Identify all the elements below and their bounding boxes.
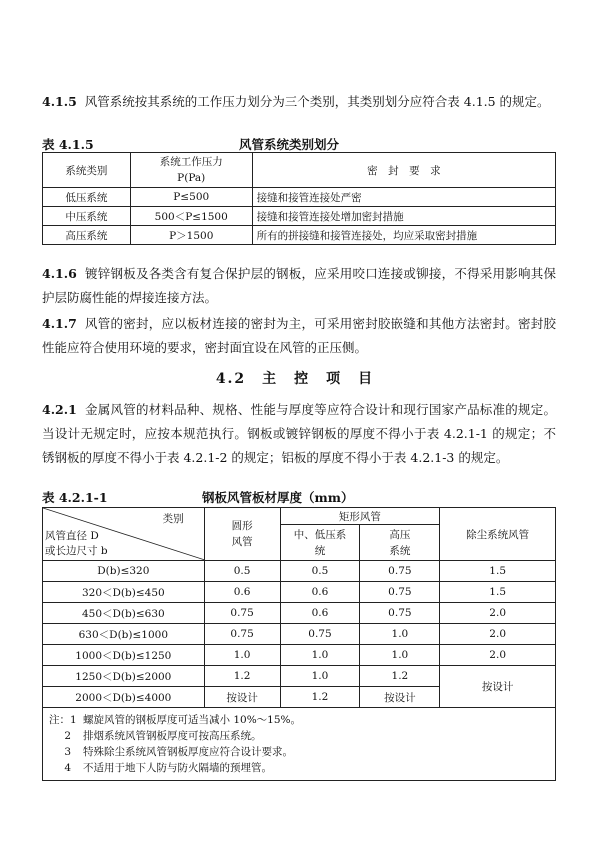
header-label: 中、低压系统: [293, 528, 347, 557]
table-row: [43, 624, 556, 645]
header-cell: 系统类别: [43, 153, 131, 188]
table-cell: 1.0: [360, 624, 440, 645]
table-cell: 0.75: [280, 624, 360, 645]
clause-number: 4.2.1: [42, 402, 77, 417]
table-cell: 0.6: [280, 603, 360, 624]
table-cell: 1000＜D(b)≤1250: [43, 645, 205, 666]
table-row: [43, 207, 556, 226]
table-cell: 1.0: [204, 645, 280, 666]
table-cell: 高压系统: [43, 226, 131, 245]
table-cell: 2.0: [440, 645, 556, 666]
clause-text: 镀锌钢板及各类含有复合保护层的钢板，应采用咬口连接或铆接，不得采用影响其保护层防腐性能的焊接连接方法。: [42, 266, 556, 305]
header-line: 系统工作压力: [159, 156, 223, 168]
note-text: 螺旋风管的钢板厚度可适当减小 10%～15%。: [83, 714, 302, 726]
note-text: 特殊除尘系统风管钢板厚度应符合设计要求。: [83, 746, 293, 758]
table-cell: 1.2: [280, 687, 360, 708]
header-label: 高压系统: [389, 528, 411, 557]
note-key: 注：1: [49, 714, 77, 726]
note-key: 3: [64, 746, 71, 758]
table-row: [43, 226, 556, 245]
table-cell: D(b)≤320: [43, 561, 205, 582]
table-title: 风管系统类别划分: [239, 137, 340, 152]
table-cell: 按设计: [360, 687, 440, 708]
header-label: 圆形风管: [231, 520, 253, 548]
table-cell: 0.6: [280, 582, 360, 603]
table-cell: 1.5: [440, 561, 556, 582]
header-cell: 密 封 要 求: [252, 153, 555, 188]
table-4-1-5-caption: [42, 137, 556, 153]
table-cell: 1250＜D(b)≤2000: [43, 666, 205, 687]
table-cell: 0.5: [204, 561, 280, 582]
table-cell: 0.75: [360, 561, 440, 582]
table-cell: 450＜D(b)≤630: [43, 603, 205, 624]
note-text: 排烟系统风管钢板厚度可按高压系统。: [83, 730, 262, 742]
table-cell: 低压系统: [43, 188, 131, 207]
header-cell-round: [204, 508, 280, 561]
table-cell: 2000＜D(b)≤4000: [43, 687, 205, 708]
header-cell-dust: 除尘系统风管: [440, 508, 556, 561]
table-cell: 0.75: [360, 603, 440, 624]
header-cell-midlow: [280, 525, 360, 561]
table-cell: 接缝和接管连接处严密: [252, 188, 555, 207]
table-4-1-5: [42, 152, 556, 245]
section-title: 主 控 项 目: [262, 371, 375, 387]
table-row: [43, 603, 556, 624]
table-cell: 中压系统: [43, 207, 131, 226]
clause-text: 风管系统按其系统的工作压力划分为三个类别，其类别划分应符合表 4.1.5 的规定。: [84, 94, 550, 109]
table-cell: 1.0: [360, 645, 440, 666]
table-cell: 0.6: [204, 582, 280, 603]
clause-number: 4.1.6: [42, 266, 77, 281]
note-item: [49, 728, 549, 744]
table-cell: 0.5: [280, 561, 360, 582]
table-cell: 1.2: [204, 666, 280, 687]
table-cell: P＞1500: [130, 226, 252, 245]
table-header-row: [43, 153, 556, 188]
table-cell: 接缝和接管连接处增加密封措施: [252, 207, 555, 226]
table-cell: 1.0: [280, 645, 360, 666]
note-item: [49, 744, 549, 760]
clause-4-2-1: [42, 398, 556, 470]
clause-4-1-5: [42, 90, 556, 114]
table-number: 表 4.1.5: [42, 137, 94, 152]
diagonal-header-cell: [43, 508, 205, 561]
table-cell: 所有的拼接缝和接管连接处，均应采取密封措施: [252, 226, 555, 245]
table-cell: 1.2: [360, 666, 440, 687]
table-cell: 1.0: [280, 666, 360, 687]
table-notes: [43, 708, 556, 781]
note-item: [49, 712, 549, 728]
table-cell: 0.75: [204, 624, 280, 645]
note-text: 不适用于地下人防与防火隔墙的预埋管。: [83, 762, 272, 774]
diagonal-top-label: 类别: [162, 513, 184, 525]
clause-text: 金属风管的材料品种、规格、性能与厚度等应符合设计和现行国家产品标准的规定。当设计无规定时，应按本规范执行。钢板或镀锌钢板的厚度不得小于表 4.2.1-1 的规定；不锈钢板的厚度不得小于表 4.2.1-2 的规定；铝板的厚度不得小于表 4.2.1-3 的规定。: [42, 402, 556, 465]
table-row: [43, 645, 556, 666]
table-cell: 0.75: [204, 603, 280, 624]
header-line: P(Pa): [177, 172, 206, 184]
section-heading: [0, 368, 590, 388]
note-key: 2: [64, 730, 71, 742]
header-cell-high: [360, 525, 440, 561]
section-number: 4.2: [215, 371, 247, 387]
table-row: [43, 561, 556, 582]
table-cell: 按设计: [204, 687, 280, 708]
clause-number: 4.1.7: [42, 316, 77, 331]
diagonal-bottom-label-1: 风管直径 D: [45, 530, 99, 542]
note-item: [49, 760, 549, 776]
table-header-row: [43, 508, 556, 525]
header-cell: [130, 153, 252, 188]
table-number: 表 4.2.1-1: [42, 490, 108, 505]
header-cell-rect: 矩形风管: [280, 508, 440, 525]
table-cell: 320＜D(b)≤450: [43, 582, 205, 603]
table-cell: 2.0: [440, 603, 556, 624]
clause-text: 风管的密封，应以板材连接的密封为主，可采用密封胶嵌缝和其他方法密封。密封胶性能应符合使用环境的要求，密封面宜设在风管的正压侧。: [42, 316, 556, 355]
table-cell: P≤500: [130, 188, 252, 207]
table-4-2-1-1-caption: [42, 490, 556, 506]
clause-4-1-6: [42, 262, 556, 310]
table-row: [43, 188, 556, 207]
table-row: [43, 582, 556, 603]
table-notes-row: [43, 708, 556, 781]
table-row: [43, 666, 556, 687]
table-cell: 1.5: [440, 582, 556, 603]
diagonal-bottom-label-2: 或长边尺寸 b: [45, 545, 108, 557]
table-4-2-1-1: [42, 507, 556, 781]
table-cell: 2.0: [440, 624, 556, 645]
note-key: 4: [64, 762, 71, 774]
table-cell-merged: 按设计: [440, 666, 556, 708]
clause-4-1-7: [42, 312, 556, 360]
table-title: 钢板风管板材厚度（mm）: [202, 490, 354, 505]
table-cell: 0.75: [360, 582, 440, 603]
table-cell: 500＜P≤1500: [130, 207, 252, 226]
clause-number: 4.1.5: [42, 94, 77, 109]
table-cell: 630＜D(b)≤1000: [43, 624, 205, 645]
